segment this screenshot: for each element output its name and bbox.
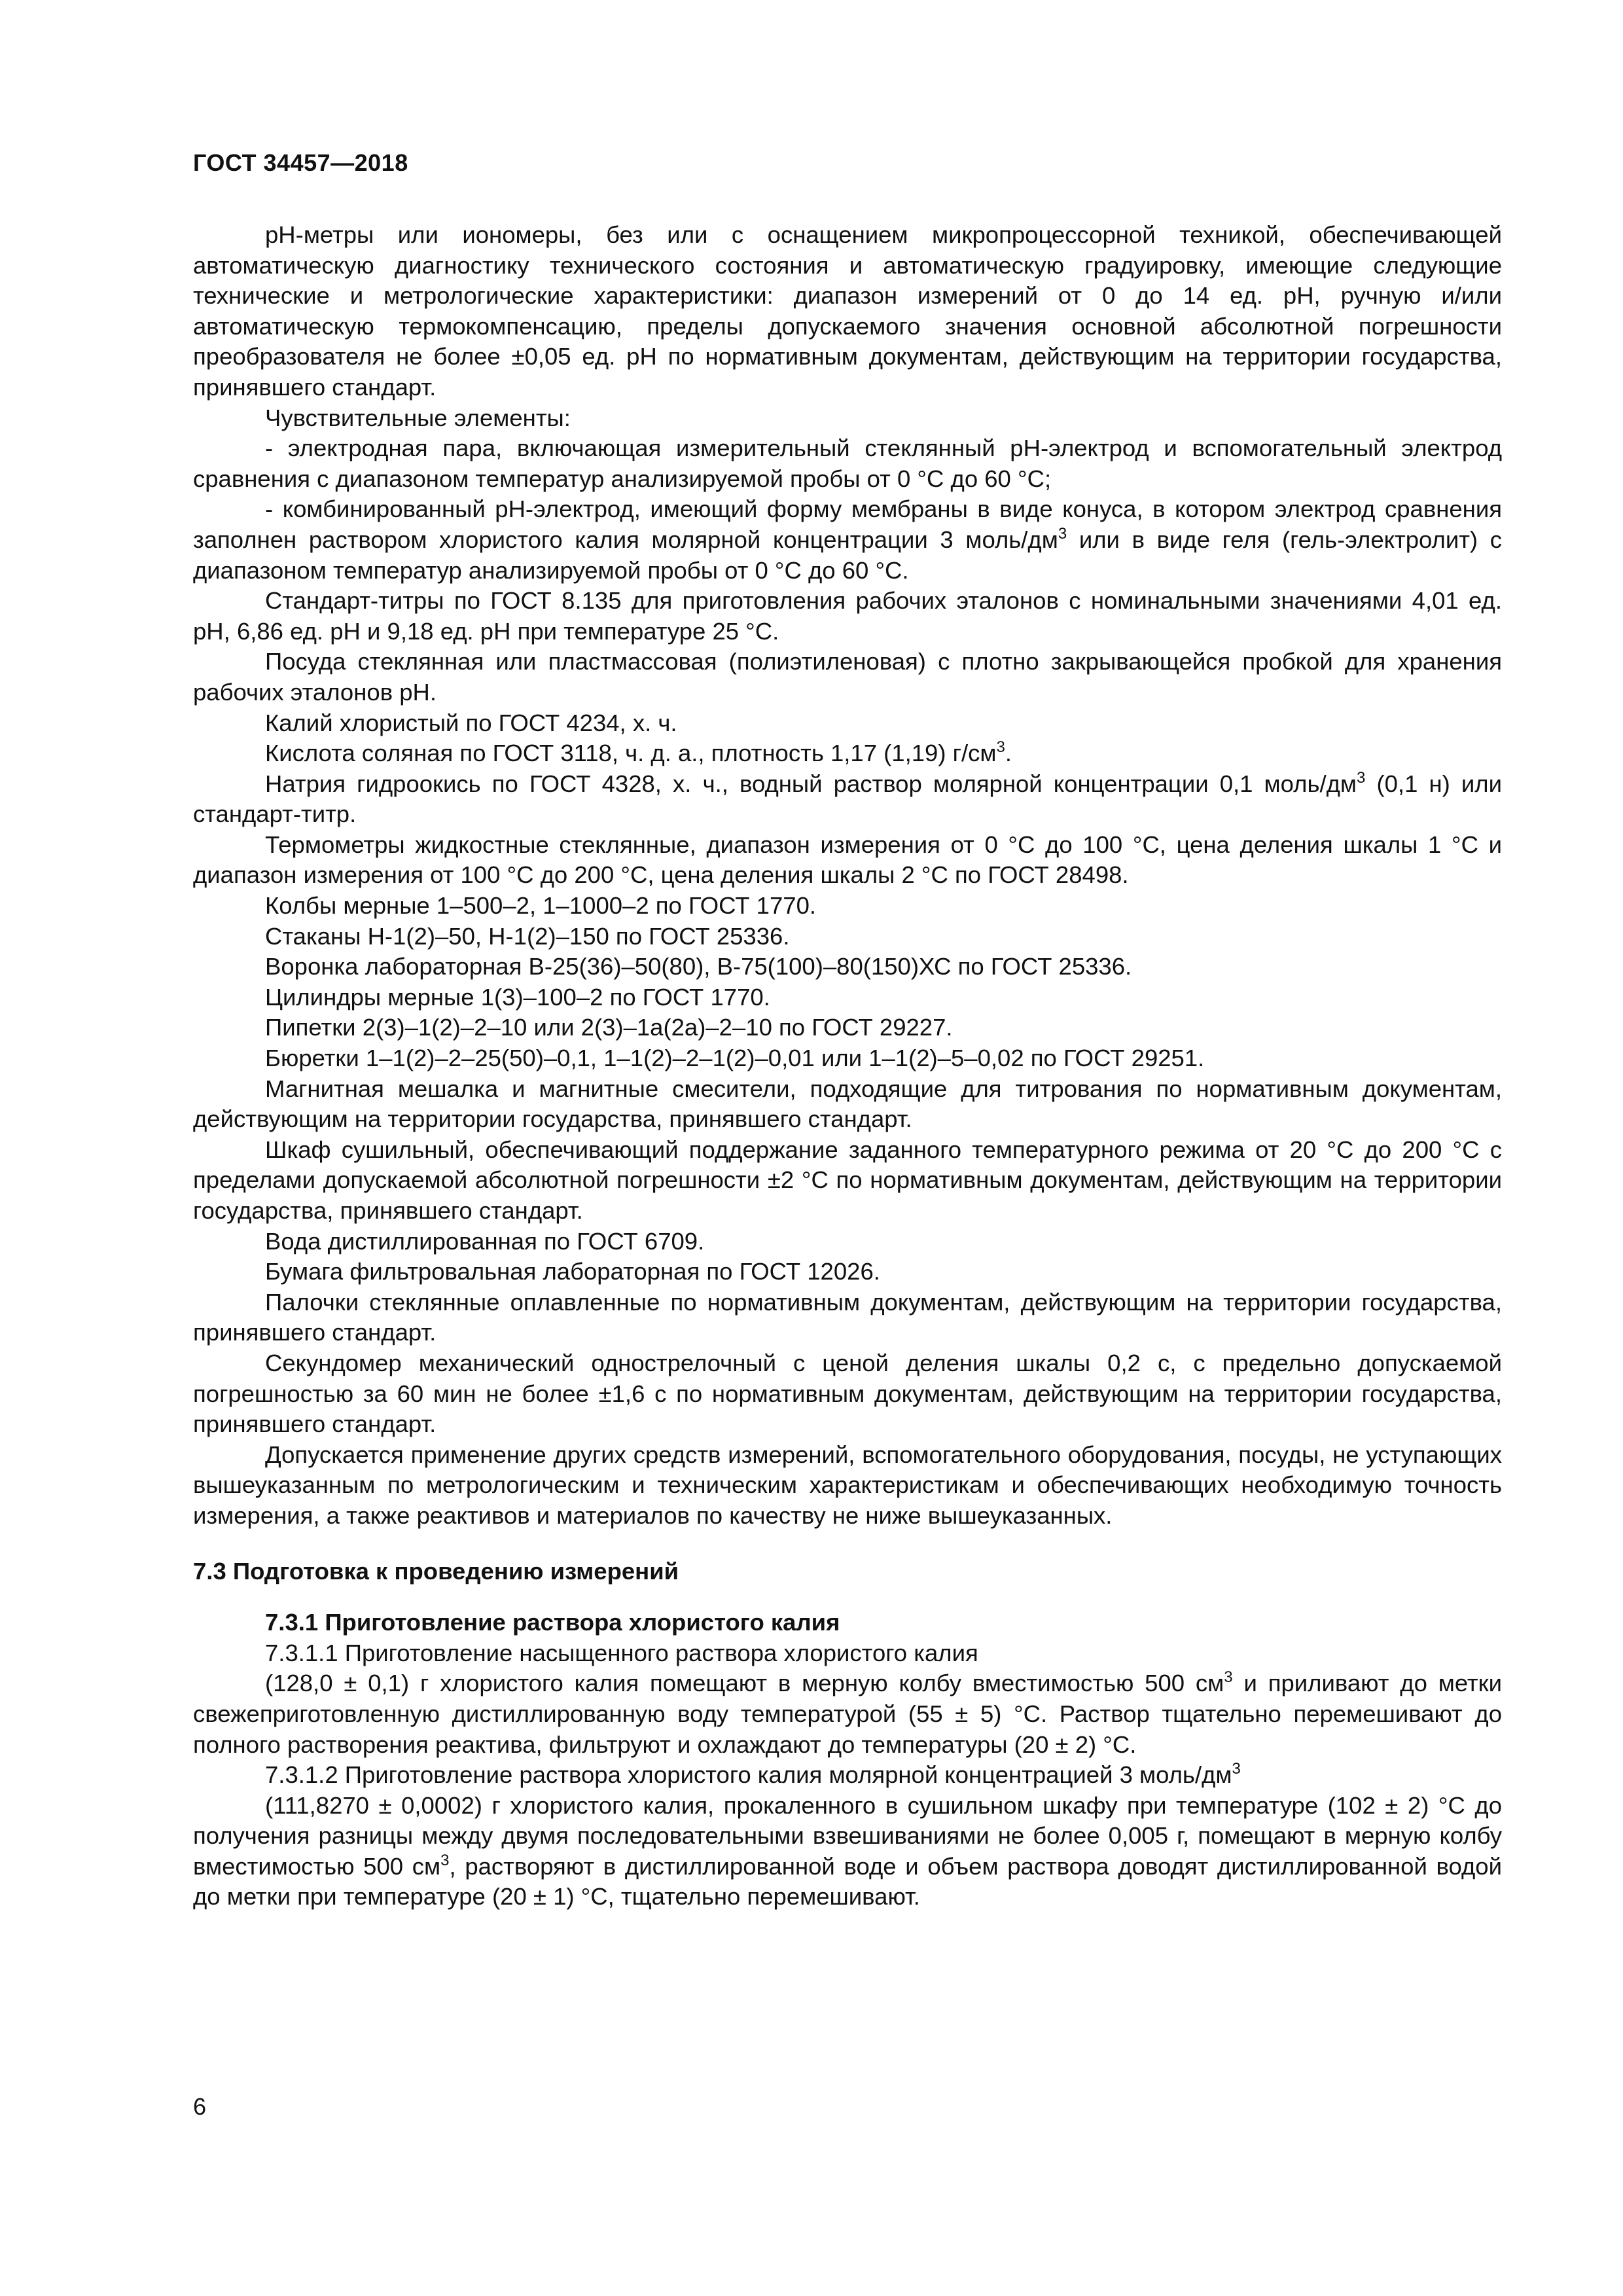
superscript: 3 [996, 738, 1005, 757]
paragraph [193, 403, 1502, 434]
paragraph [193, 586, 1502, 647]
paragraph-text: 7.3 Подготовка к проведению измерений [193, 1557, 679, 1585]
paragraph-text: Колбы мерные 1–500–2, 1–1000–2 по ГОСТ 1770. [265, 892, 817, 920]
paragraph-text-continued: и приливают до метки свежеприготовленную дистиллированную воду температурой (55 ± 5) °С. Раствор тщательно перемешивают до полного растворения реактива, фильтруют и охлаждают до температуры (20 ± 2) °С. [193, 1670, 1502, 1758]
paragraph [193, 1760, 1502, 1791]
subsection-heading [193, 1607, 1502, 1638]
paragraph [193, 952, 1502, 982]
paragraph-text: - комбинированный рН-электрод, имеющий форму мембраны в виде конуса, в котором электрод сравнения заполнен раствором хлористого калия молярной концентрации 3 моль/дм [193, 495, 1502, 553]
paragraph-text: Пипетки 2(3)–1(2)–2–10 или 2(3)–1а(2а)–2–10 по ГОСТ 29227. [265, 1014, 953, 1041]
paragraph-text: Палочки стеклянные оплавленные по нормативным документам, действующим на территории государства, принявшего стандарт. [193, 1288, 1502, 1346]
paragraph-text: Шкаф сушильный, обеспечивающий поддержание заданного температурного режима от 20 °С до 200 °С с пределами допускаемой абсолютной погрешности ±2 °С по нормативным документам, действующим на территории государства, принявшего стандарт. [193, 1136, 1502, 1224]
paragraph [193, 1668, 1502, 1760]
paragraph-text: Цилиндры мерные 1(3)–100–2 по ГОСТ 1770. [265, 983, 770, 1011]
paragraph-text: Допускается применение других средств измерений, вспомогательного оборудования, посуды, не уступающих вышеуказанным по метрологическим и техническим характеристикам и обеспечивающих необходимую точность измерения, а также реактивов и материалов по качеству не ниже вышеуказанных. [193, 1441, 1502, 1529]
paragraph-text: Бумага фильтровальная лабораторная по ГОСТ 12026. [265, 1258, 880, 1285]
paragraph-text: (128,0 ± 0,1) г хлористого калия помещают в мерную колбу вместимостью 500 см [265, 1670, 1224, 1697]
paragraph [193, 708, 1502, 739]
paragraph [193, 1348, 1502, 1440]
paragraph-text: Калий хлористый по ГОСТ 4234, х. ч. [265, 709, 677, 736]
paragraph-text: Магнитная мешалка и магнитные смесители, подходящие для титрования по нормативным документам, действующим на территории государства, принявшего стандарт. [193, 1075, 1502, 1133]
paragraph-text-continued: . [1005, 740, 1012, 767]
paragraph [193, 922, 1502, 952]
paragraph-text: Вода дистиллированная по ГОСТ 6709. [265, 1227, 705, 1255]
paragraph [193, 1287, 1502, 1348]
paragraph-text: Натрия гидроокись по ГОСТ 4328, х. ч., водный раствор молярной концентрации 0,1 моль/дм [265, 770, 1357, 797]
document-body [193, 220, 1502, 1912]
paragraph [193, 891, 1502, 922]
document-header: ГОСТ 34457—2018 [193, 149, 408, 176]
paragraph [193, 1227, 1502, 1257]
paragraph [193, 1791, 1502, 1912]
paragraph [193, 1043, 1502, 1074]
paragraph [193, 1638, 1502, 1669]
paragraph-text: Термометры жидкостные стеклянные, диапазон измерения от 0 °С до 100 °С, цена деления шкалы 1 °С и диапазон измерения от 100 °С до 200 °С, цена деления шкалы 2 °С по ГОСТ 28498. [193, 831, 1502, 889]
paragraph [193, 647, 1502, 708]
paragraph-text: 7.3.1.2 Приготовление раствора хлористого калия молярной концентрацией 3 моль/дм [265, 1761, 1232, 1789]
paragraph [193, 769, 1502, 830]
paragraph [193, 220, 1502, 403]
paragraph [193, 830, 1502, 891]
paragraph-text-continued: (0,1 н) или стандарт-титр. [193, 770, 1502, 828]
superscript: 3 [1058, 524, 1067, 543]
paragraph [193, 1013, 1502, 1043]
paragraph [193, 738, 1502, 769]
superscript: 3 [1224, 1668, 1233, 1687]
superscript: 3 [440, 1851, 450, 1869]
paragraph [193, 494, 1502, 586]
paragraph-text: Чувствительные элементы: [265, 404, 571, 431]
paragraph [193, 1440, 1502, 1532]
paragraph-text: Посуда стеклянная или пластмассовая (полиэтиленовая) с плотно закрывающейся пробкой для хранения рабочих эталонов рН. [193, 648, 1502, 706]
paragraph-text-continued: или в виде геля (гель-электролит) с диапазоном температур анализируемой пробы от 0 °С до 60 °С. [193, 526, 1502, 584]
section-heading [193, 1556, 1502, 1587]
paragraph [193, 433, 1502, 494]
paragraph [193, 1257, 1502, 1287]
paragraph-text: Стандарт-титры по ГОСТ 8.135 для приготовления рабочих эталонов с номинальными значениями 4,01 ед. рН, 6,86 ед. рН и 9,18 ед. рН при температуре 25 °С. [193, 587, 1502, 645]
paragraph-text: 7.3.1.1 Приготовление насыщенного раствора хлористого калия [265, 1639, 978, 1666]
page-number: 6 [193, 2093, 207, 2120]
paragraph [193, 1074, 1502, 1135]
superscript: 3 [1357, 768, 1366, 787]
paragraph-text: рН-метры или иономеры, без или с оснащением микропроцессорной техникой, обеспечивающей автоматическую диагностику технического состояния и автоматическую градуировку, имеющие следующие технические и метрологические характеристики: диапазон измерений от 0 до 14 ед. рН, ручную и/или автоматическую термокомпенсацию, пределы допускаемого значения основной абсолютной погрешности преобразователя не более ±0,05 ед. рН по нормативным документам, действующим на территории государства, принявшего стандарт. [193, 221, 1502, 401]
paragraph [193, 1135, 1502, 1227]
paragraph-text: Секундомер механический однострелочный с ценой деления шкалы 0,2 с, с предельно допускаемой погрешностью за 60 мин не более ±1,6 с по нормативным документам, действующим на территории государства, принявшего стандарт. [193, 1349, 1502, 1438]
paragraph-text: Бюретки 1–1(2)–2–25(50)–0,1, 1–1(2)–2–1(2)–0,01 или 1–1(2)–5–0,02 по ГОСТ 29251. [265, 1045, 1205, 1072]
paragraph-text: 7.3.1 Приготовление раствора хлористого калия [265, 1609, 840, 1636]
paragraph [193, 982, 1502, 1013]
superscript: 3 [1232, 1760, 1241, 1778]
paragraph-text-continued: , растворяют в дистиллированной воде и объем раствора доводят дистиллированной водой до метки при температуре (20 ± 1) °С, тщательно перемешивают. [193, 1852, 1502, 1910]
paragraph-text: (111,8270 ± 0,0002) г хлористого калия, прокаленного в сушильном шкафу при температуре (102 ± 2) °С до получения разницы между двумя последовательными взвешиваниями не более 0,005 г, помещают в мерную колбу вместимостью 500 см [193, 1791, 1502, 1880]
paragraph-text: Воронка лабораторная В-25(36)–50(80), В-75(100)–80(150)ХС по ГОСТ 25336. [265, 953, 1132, 980]
paragraph-text: Кислота соляная по ГОСТ 3118, ч. д. а., плотность 1,17 (1,19) г/см [265, 740, 997, 767]
paragraph-text: Стаканы Н-1(2)–50, Н-1(2)–150 по ГОСТ 25336. [265, 922, 790, 950]
paragraph-text: - электродная пара, включающая измерительный стеклянный рН-электрод и вспомогательный электрод сравнения с диапазоном температур анализируемой пробы от 0 °С до 60 °С; [193, 435, 1502, 492]
